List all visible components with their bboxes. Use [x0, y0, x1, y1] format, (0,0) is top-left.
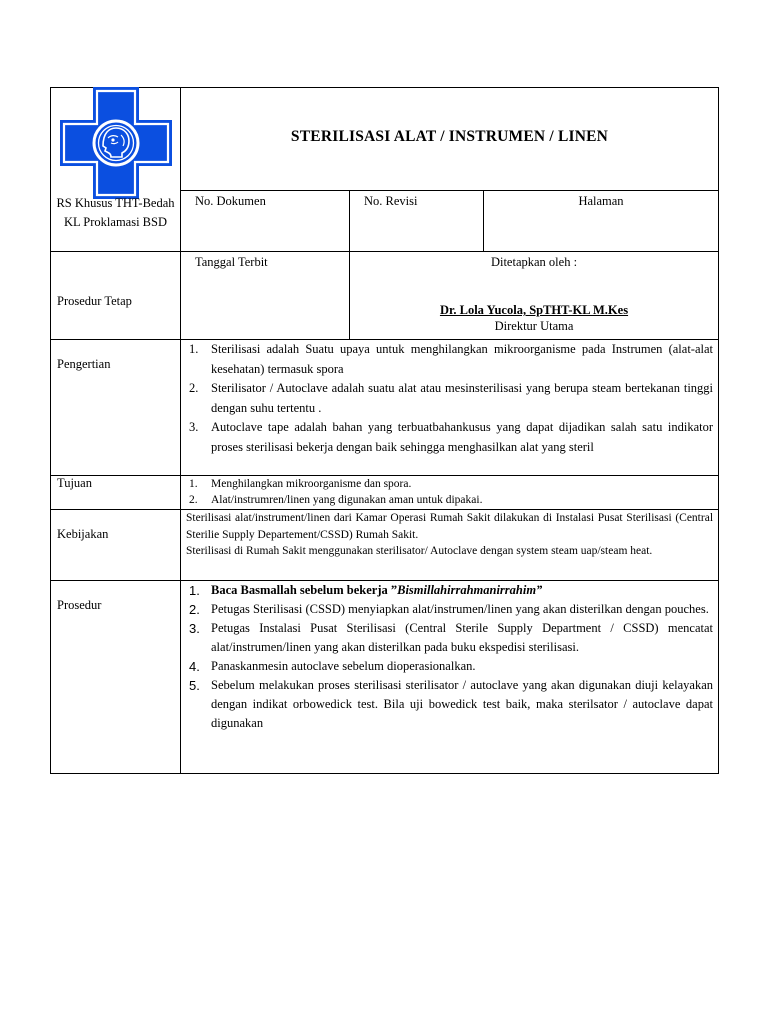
prosedur-item-italic-text: Bismillahirrahmanirrahim”: [397, 583, 543, 597]
prosedur-item-number: 3.: [189, 621, 200, 636]
tujuan-content: [181, 476, 719, 510]
halaman-label: Halaman: [484, 191, 719, 252]
kebijakan-content: [181, 510, 719, 581]
pengertian-item-number: 1.: [189, 342, 199, 356]
no-revisi-label: No. Revisi: [350, 191, 484, 252]
kebijakan-paragraph: Sterilisasi alat/instrument/linen dari Kamar Operasi Rumah Sakit dilakukan di Instalasi Pusat Sterilisasi (Central Sterilie Supply Departement/CSSD) Rumah Sakit.: [186, 512, 714, 541]
kebijakan-label: Kebijakan: [51, 510, 181, 581]
tujuan-item-number: 1.: [189, 478, 198, 490]
prosedur-item: [181, 619, 713, 657]
pengertian-item-text: Autoclave tape adalah bahan yang terbuatbahankusus yang dapat dijadikan salah satu indikator proses sterilisasi bekerja dengan baik sehingga menghasilkan alat yang steril: [211, 420, 714, 454]
tujuan-item: [181, 476, 713, 492]
prosedur-item: [181, 676, 713, 733]
blue-cross-medical-logo-icon: [59, 87, 174, 199]
prosedur-item-number: 4.: [189, 659, 200, 674]
pengertian-item-number: 2.: [189, 381, 199, 395]
tujuan-item-number: 2.: [189, 494, 198, 506]
prosedur-item-text: Sebelum melakukan proses sterilisasi sterilisator / autoclave yang akan digunakan diuji kelayakan dengan indikat orbowedick test. Bila uji bowedick test baik, maka sterilsator / autoclave dapat digunakan: [211, 678, 714, 730]
prosedur-item-bold-text: Baca Basmallah sebelum bekerja ”: [211, 583, 398, 597]
signatory-name: Dr. Lola Yucola, SpTHT-KL M.Kes: [439, 303, 629, 317]
document-title: STERILISASI ALAT / INSTRUMEN / LINEN: [181, 88, 719, 191]
pengertian-item-number: 3.: [189, 420, 199, 434]
prosedur-content: [181, 581, 719, 774]
prosedur-item-number: 1.: [189, 583, 200, 598]
prosedur-item: [181, 657, 713, 676]
tujuan-item-text: Menghilangkan mikroorganisme dan spora.: [211, 478, 412, 490]
pengertian-item: [181, 418, 713, 457]
pengertian-content: [181, 340, 719, 476]
sop-table: [50, 87, 719, 774]
prosedur-item: [181, 600, 713, 619]
signatory-role: Direktur Utama: [494, 319, 574, 333]
kebijakan-paragraph: Sterilisasi di Rumah Sakit menggunakan sterilisator/ Autoclave dengan system steam uap/steam heat.: [186, 545, 653, 557]
logo-cell: [51, 88, 181, 252]
prosedur-item: [181, 581, 713, 600]
tanggal-terbit-label: Tanggal Terbit: [181, 252, 350, 340]
pengertian-label: Pengertian: [51, 340, 181, 476]
no-dokumen-label: No. Dokumen: [181, 191, 350, 252]
tujuan-item-text: Alat/instrumren/linen yang digunakan aman untuk dipakai.: [211, 494, 483, 506]
prosedur-item-text: Petugas Sterilisasi (CSSD) menyiapkan alat/instrumen/linen yang akan disterilkan dengan pouches.: [211, 602, 709, 616]
pengertian-item: [181, 379, 713, 418]
prosedur-item-text: Petugas Instalasi Pusat Sterilisasi (Central Sterile Supply Department / CSSD) mencatat alat/instrumen/linen yang akan disterilkan pada buku ekspedisi sterilisasi.: [211, 621, 714, 654]
tujuan-item: [181, 492, 713, 508]
tujuan-label: Tujuan: [51, 476, 181, 510]
prosedur-item-number: 5.: [189, 678, 200, 693]
prosedur-label: Prosedur: [51, 581, 181, 774]
prosedur-item-number: 2.: [189, 602, 200, 617]
ditetapkan-cell: [350, 252, 719, 340]
pengertian-item: [181, 340, 713, 379]
prosedur-tetap-label: Prosedur Tetap: [51, 252, 181, 340]
pengertian-item-text: Sterilisator / Autoclave adalah suatu alat atau mesinsterilisasi yang berupa steam bertekanan tinggi dengan suhu tertentu .: [211, 381, 714, 415]
prosedur-item-text: Panaskanmesin autoclave sebelum dioperasionalkan.: [211, 659, 476, 673]
ditetapkan-label: Ditetapkan oleh :: [490, 255, 578, 269]
pengertian-item-text: Sterilisasi adalah Suatu upaya untuk menghilangkan mikroorganisme pada Instrumen (alat-alat kesehatan) termasuk spora: [211, 342, 714, 376]
hospital-name: RS Khusus THT-Bedah KL Proklamasi BSD: [56, 196, 175, 229]
